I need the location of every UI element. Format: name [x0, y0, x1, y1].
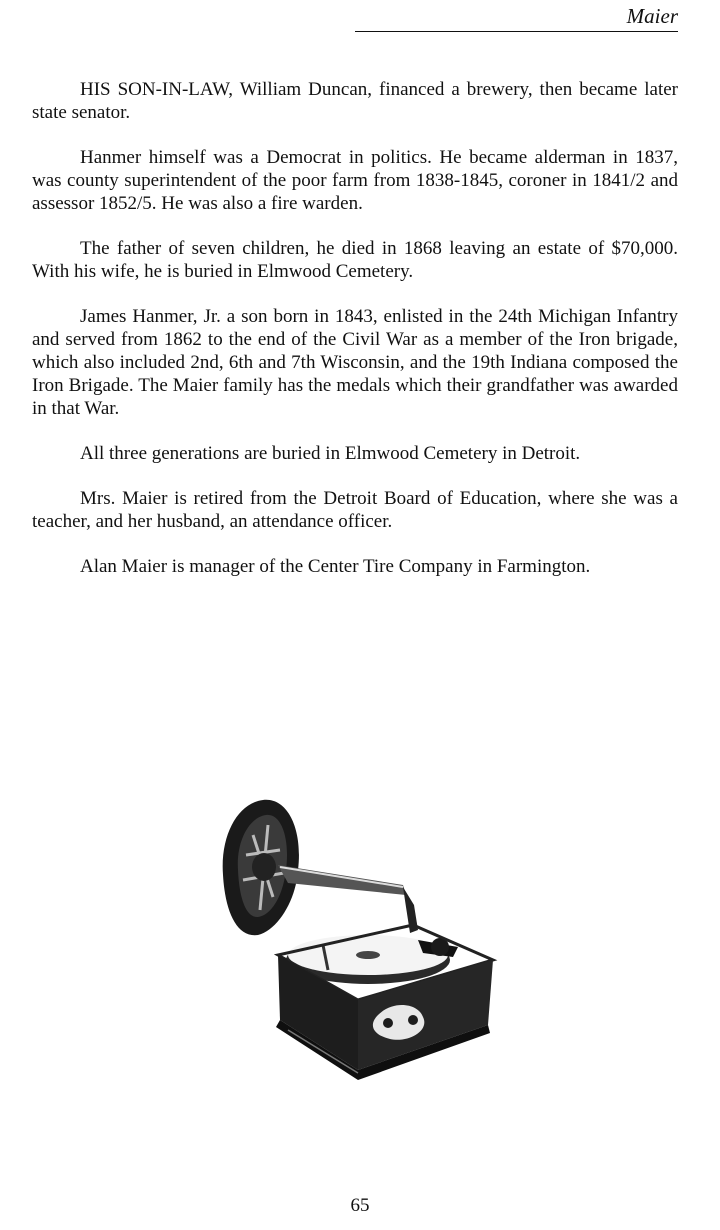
paragraph: Hanmer himself was a Democrat in politics. He became alderman in 1837, was county superintendent of the poor farm from 1838-1845, coroner in 1841/2 and assessor 1852/5. He was also a fire warden.	[32, 147, 678, 214]
paragraph: The father of seven children, he died in 1868 leaving an estate of $70,000. With his wife, he is buried in Elmwood Cemetery.	[32, 238, 678, 282]
paragraph: James Hanmer, Jr. a son born in 1843, enlisted in the 24th Michigan Infantry and served from 1862 to the end of the Civil War as a member of the Iron brigade, which also included 2nd, 6th and 7th Wisconsin, and the 19th Indiana composed the Iron Brigade. The Maier family has the medals which their grandfather was awarded in that War.	[32, 306, 678, 419]
paragraph: All three generations are buried in Elmwood Cemetery in Detroit.	[80, 443, 581, 464]
gramophone-icon	[218, 795, 508, 1085]
page-number: 65	[350, 1195, 370, 1216]
article-body	[32, 78, 678, 600]
running-head-title: Maier	[355, 4, 678, 32]
paragraph: Alan Maier is manager of the Center Tire Company in Farmington.	[80, 556, 591, 577]
paragraph: HIS SON-IN-LAW, William Duncan, financed a brewery, then became later state senator.	[32, 79, 678, 123]
paragraph: Mrs. Maier is retired from the Detroit Board of Education, where she was a teacher, and her husband, an attendance officer.	[32, 488, 678, 532]
